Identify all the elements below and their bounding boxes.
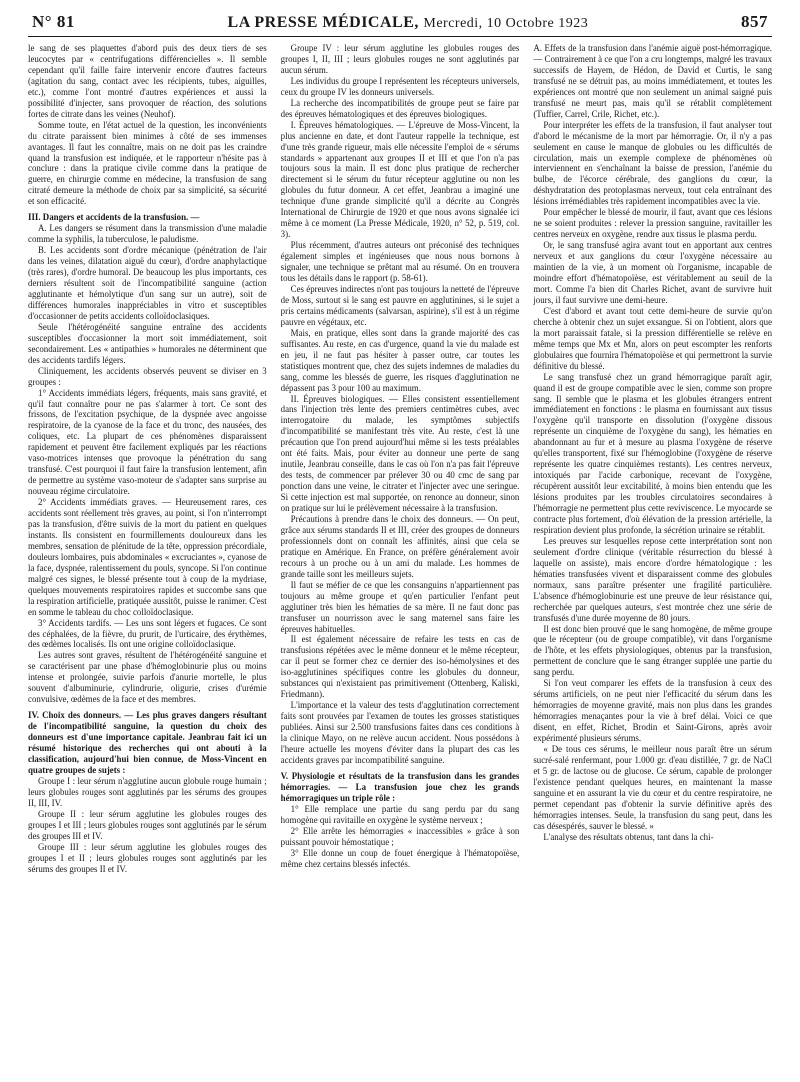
column-right <box>533 43 772 1073</box>
issue-number: N° 81 <box>32 12 75 31</box>
paragraph: Il est donc bien prouvé que le sang homogène, de même groupe que le récepteur (ou de groupe compatible), vit dans l'organisme de l'hôte, et les effets physiologiques, obtenus par la transfusion, permettent de conclure que le sang étranger supplée une partie du sang perdu. <box>533 623 773 678</box>
paragraph: La recherche des incompatibilités de groupe peut se faire par des épreuves hématologiques et des épreuves biologiques. <box>280 97 520 119</box>
paragraph: Groupe III : leur sérum agglutine les globules rouges des groupes I et II ; leurs globules rouges sont agglutinés par les sérums des groupes II et IV. <box>28 841 267 874</box>
column-left <box>28 43 267 1073</box>
paragraph: 3° Elle donne un coup de fouet énergique à l'hématopoïèse, même chez certains blessés infectés. <box>280 847 520 869</box>
column-middle <box>281 43 520 1073</box>
paragraph: Il faut se méfier de ce que les consanguins n'appartiennent pas toujours au même groupe et qu'en particulier l'enfant peut agglutiner très bien les hématies de sa mère. Il ne faut donc pas transfuser un nourrisson avec le sang maternel sans faire les épreuves habituelles. <box>280 579 520 634</box>
paragraph: II. Épreuves biologiques. — Elles consistent essentiellement dans l'injection très lente des premiers centimètres cubes, avec interrogatoire du malade, les symptômes subjectifs d'incompatibilité se manifestant très vite. Au reste, c'est là une précaution que l'on prend aujourd'hui même si les tests préalables ont été faits. Mais, pour éviter au donneur une perte de sang inutile, Jeanbrau conseille, dans le cas où l'on n'a pas fait l'épreuve des tests, de commencer par prélever 30 ou 40 cmc de sang par ponction dans une veine, le citrater et l'injecter avec une seringue. Si cette injection est mal supportée, on renonce au donneur, sinon on pratique sur lui le prélèvement nécessaire à la transfusion. <box>280 393 520 514</box>
paragraph: Somme toute, en l'état actuel de la question, les inconvénients du citrate paraissent bien minimes à côté de ses immenses avantages. Il faut les connaître, mais on ne doit pas les craindre quand la transfusion est indiquée, et le rapporteur n'hésite pas à conclure : dans la pratique civile comme dans la pratique de guerre, en chirurgie comme en médecine, la transfusion de sang citraté demeure la méthode de choix par sa simplicité, sa sécurité et son efficacité. <box>28 119 267 207</box>
paragraph: Or, le sang transfusé agira avant tout en apportant aux centres nerveux et aux ganglions du cœur l'oxygène nécessaire au maintien de la vie, à un moment où l'organisme, incapable de moindre effort d'hématopoïèse, est véritablement au seuil de la mort. Comme l'a bien dit Charles Richet, avant de survivre huit jours, il faut survivre une demi-heure. <box>533 240 773 305</box>
paragraph: IV. Choix des donneurs. — Les plus graves dangers résultant de l'incompatibilité sanguine, la question du choix des donneurs est d'une importance capitale. Jeanbrau fait ici un résumé historique des recherches qui ont abouti à la classification, aujourd'hui bien connue, de Moss-Vincent en quatre groupes de sujets : <box>28 710 267 775</box>
paragraph: le sang de ses plaquettes d'abord puis des deux tiers de ses leucocytes par « centrifugations différencielles ». Il semble cependant qu'il faille faire intervenir encore d'autres facteurs (agitation du sang, contact avec les récipients, tubes, aiguilles, etc.), comme l'ont montré d'autres expériences et aussi la possibilité d'injecter, sans provoquer de réaction, des solutions fortes de citrate dans les veines (Neuhof). <box>28 43 267 119</box>
paragraph: Précautions à prendre dans le choix des donneurs. — On peut, grâce aux sérums standards II et III, créer des groupes de donneurs professionnels dont on connaît les affinités, ainsi que cela se pratique en Amérique. En France, on préfère généralement avoir recours à un proche ou à un ami du malade. Les hommes de grande taille sont les meilleurs sujets. <box>280 513 520 579</box>
paragraph: 2° Accidents immédiats graves. — Heureusement rares, ces accidents sont réellement très graves, au point, si l'on n'interrompt pas la transfusion, d'être suivis de la mort du patient en quelques instants. Ils consistent en fourmillements douloureux dans les membres, sensation de plénitude de la tête, oppression précordiale, douleurs lombaires, puis abdominales « excruciantes », cyanose de la face, dyspnée, ralentissement du pouls, syncope. Si l'on continue malgré ces signes, le blessé présente tout à coup de la mydriase, quelques mouvements respiratoires rapides et succombe sans que la respiration artificielle, pratiquée aussitôt, puisse le ranimer. C'est en somme le tableau du choc colloïdoclasique. <box>28 497 267 617</box>
paragraph: Pour interpréter les effets de la transfusion, il faut analyser tout d'abord le mécanisme de la mort par hémorragie. Or, il n'y a pas seulement en cause le manque de globules ou les difficultés de circulation, mais un exemple complexe de phénomènes où interviennent en s'enchaînant la baisse de pression, l'anémie du bulbe, de l'écorce cérébrale, des ganglions du cœur, la déshydratation des protoplasmas nerveux, tout cela entraînant des lésions irrémédiables très rapidement incompatibles avec la vie. <box>533 119 773 207</box>
paragraph: Seule l'hétérogénéité sanguine entraîne des accidents susceptibles d'occasionner la mort soit immédiatement, soit secondairement. Les « antipathies » humorales ne déterminent que des accidents tardifs légers. <box>28 321 267 365</box>
paragraph: Plus récemment, d'autres auteurs ont préconisé des techniques également simples et ingénieuses que nous nous bornons à signaler, une technique se prêtant mal au résumé. On en trouvera tous les détails dans le rapport (p. 58-61). <box>280 240 520 284</box>
paragraph: I. Épreuves hématologiques. — L'épreuve de Moss-Vincent, la plus ancienne en date, et dont l'auteur rappelle la technique, est d'une très grande rigueur, mais elle nécessite l'emploi de « sérums standards » appartenant aux groupes II et III et que l'on n'a pas toujours sous la main. Il est donc plus pratique de rechercher directement si le sérum du futur récepteur agglutine ou non les globules du futur donneur. A cet effet, Jeanbrau a imaginé une technique d'une grande simplicité qu'il a décrite au Congrès International de Chirurgie de 1920 et que nous avons signalée ici même à ce moment (La Presse Médicale, 1920, n° 52, p. 519, col. 3). <box>280 119 520 240</box>
issue-date: Mercredi, 10 Octobre 1923 <box>423 16 589 31</box>
paragraph: Ces épreuves indirectes n'ont pas toujours la netteté de l'épreuve de Moss, surtout si le sang est pauvre en agglutinines, si le sujet a pris certains médicaments (salvarsan, aspirine), s'il est à un régime pauvre en végétaux, etc. <box>280 283 520 327</box>
paragraph: Les autres sont graves, résultent de l'hétérogénéité sanguine et se caractérisent par une phase d'hémoglobinurie plus ou moins intense et prolongée, suivie parfois d'anurie mortelle, le plus souvent d'albuminurie, cylindrurie, oligurie, crises d'urémie convulsive, œdèmes de la face et des membres. <box>28 650 267 705</box>
paragraph: Si l'on veut comparer les effets de la transfusion à ceux des sérums artificiels, on ne peut nier l'efficacité du sérum dans les hémorragies de moyenne gravité, mais non plus dans les grandes hémorragies menaçantes pour la vie à bref délai. Voici ce que disent, en effet, Richet, Brodin et Saint-Girons, après avoir expérimenté plusieurs sérums. <box>533 678 773 744</box>
paragraph: Groupe I : leur sérum n'agglutine aucun globule rouge humain ; leurs globules rouges sont agglutinés par les sérums des groupes II, III, IV. <box>28 775 267 808</box>
paragraph: 3° Accidents tardifs. — Les uns sont légers et fugaces. Ce sont des céphalées, de la fièvre, du prurit, de l'urticaire, des érythèmes, des œdèmes localisés. Ils ont une origine colloïdoclasique. <box>28 617 267 650</box>
paragraph: B. Les accidents sont d'ordre mécanique (pénétration de l'air dans les veines, dilatation aiguë du cœur), d'ordre anaphylactique (très rares), d'ordre humoral. De beaucoup les plus importants, ces derniers résultent soit de l'incompatibilité sanguine (action agglutinante et hémolytique d'un sang sur un autre), soit de différences humorales inappréciables in vitro et susceptibles d'occasionner de petits accidents colloïdoclasiques. <box>28 245 267 321</box>
journal-name: LA PRESSE MÉDICALE, <box>227 14 419 31</box>
paragraph: « De tous ces sérums, le meilleur nous paraît être un sérum sucré-salé renfermant, pour 1.000 gr. d'eau distillée, 7 gr. de NaCl et 5 gr. de lactose ou de glucose. Ce sérum, capable de prolonger l'existence pendant quelques heures, en maintenant la masse sanguine et en assurant la vie du cœur et du centre respiratoire, ne permet cependant pas d'obtenir la survie définitive après des hémorragies intenses. Seule, la transfusion du sang peut, dans les cas désespérés, sauver le blessé. » <box>533 744 773 831</box>
paragraph: Cliniquement, les accidents observés peuvent se diviser en 3 groupes : <box>28 365 267 387</box>
paragraph: L'importance et la valeur des tests d'agglutination correctement faits sont prouvées par l'examen de toutes les grosses statistiques publiées. Ainsi sur 2.500 transfusions faites dans ces conditions à la clinique Mayo, on ne relève aucun accident. Nous possédons à l'heure actuelle les moyens d'éviter dans la plupart des cas les accidents graves par incompatibilité sanguine. <box>280 700 520 765</box>
paragraph: Mais, en pratique, elles sont dans la grande majorité des cas suffisantes. Au reste, en cas d'urgence, quand la vie du malade est en jeu, il ne faut pas hésiter à passer outre, car toutes les statistiques montrent que, chez des sujets indemnes de maladies du sang, comme les blessés de guerre, les risques d'agglutination ne dépassent pas 3 pour 100 au maximum. <box>280 327 520 393</box>
page-number: 857 <box>741 12 768 31</box>
paragraph: C'est d'abord et avant tout cette demi-heure de survie qu'on cherche à obtenir chez un sujet exsangue. Si on l'obtient, alors que la mort paraissait fatale, si la pression différentielle se relève en même temps que Mx et Mn, alors on peut escompter les renforts globulaires que fournira l'hématopoïèse et qui permettront la survie définitive du blessé. <box>533 305 773 371</box>
paragraph: Pour empêcher le blessé de mourir, il faut, avant que ces lésions ne se soient produites : relever la pression sanguine, ravitailler les centres nerveux en oxygène, rendre aux tissus le plasma perdu. <box>533 207 773 240</box>
paragraph: Il est également nécessaire de refaire les tests en cas de transfusions répétées avec le même donneur et le même récepteur, car il peut se former chez ce dernier des iso-hémolysines et des iso-agglutinines spécifiques contre les globules du donneur, substances qui n'existaient pas primitivement (Ottenberg, Kaliski, Friedmann). <box>280 634 520 700</box>
paragraph: Les preuves sur lesquelles repose cette interprétation sont non seulement d'ordre clinique (véritable résurrection du blessé à laquelle on assiste), mais encore d'ordre hématologique : les hématies transfusées vivent et disparaissent comme des globules normaux, sans paraître présenter une fragilité particulière. L'absence d'hémoglobinurie est une preuve de leur résistance qui, recherchée par quelques auteurs, s'est montrée chez une série de transfusés d'une durée moyenne de 80 jours. <box>533 535 773 623</box>
paragraph: V. Physiologie et résultats de la transfusion dans les grandes hémorragies. — La transfusion joue chez les grands hémorragiques un triple rôle : <box>280 770 520 803</box>
paragraph: 1° Elle remplace une partie du sang perdu par du sang homogène qui ravitaille en oxygène le système nerveux ; <box>280 803 520 825</box>
text-columns <box>28 43 772 1073</box>
paragraph: Groupe II : leur sérum agglutine les globules rouges des groupes I et III ; leurs globules rouges sont agglutinés par le sérum des groupes III et IV. <box>28 808 267 841</box>
paragraph: A. Les dangers se résument dans la transmission d'une maladie comme la syphilis, la tuberculose, le paludisme. <box>28 223 267 245</box>
journal-title <box>228 14 589 32</box>
paragraph: A. Effets de la transfusion dans l'anémie aiguë post-hémorragique. — Contrairement à ce que l'on a cru longtemps, malgré les travaux successifs de Hayem, de Hédon, de David et Curtis, le sang transfusé ne se détruit pas, au moins immédiatement, et toutes les expériences ont montré que non seulement un animal saigné puis transfusé ne meurt pas, mais qu'il se rétablit complètement (Tuffier, Carrel, Crile, Richet, etc.). <box>533 43 773 119</box>
paragraph: III. Dangers et accidents de la transfusion. — <box>28 212 200 223</box>
running-header <box>28 12 772 37</box>
paragraph: 1° Accidents immédiats légers, fréquents, mais sans gravité, et qu'il faut connaître pour ne pas s'alarmer à tort. Ce sont des frissons, de l'excitation psychique, de la dyspnée avec angoisse respiratoire, de la cyanose de la face et du tronc, des nausées, des coliques, etc. La plupart de ces phénomènes disparaissent rapidement et peuvent être facilement expliqués par les réactions vaso-motrices intenses que provoque la pénétration du sang transfusé. C'est pourquoi il faut faire la transfusion lentement, afin de permettre au système vaso-moteur de s'adapter sans surprise au nouveau régime circulatoire. <box>28 387 267 497</box>
paragraph: 2° Elle arrête les hémorragies « inaccessibles » grâce à son puissant pouvoir hémostatique ; <box>280 825 520 847</box>
paragraph: Les individus du groupe I représentent les récepteurs universels, ceux du groupe IV les donneurs universels. <box>280 75 520 97</box>
paragraph: L'analyse des résultats obtenus, tant dans la chi- <box>543 831 714 842</box>
paragraph: Le sang transfusé chez un grand hémorragique paraît agir, quand il est de groupe compatible avec le sien, comme son propre sang. Il semble que le plasma et les globules étrangers entrent immédiatement en fonctions : le plasma en fournissant aux tissus l'oxygène qu'il transporte en dissolution (l'oxygène dissous représente un cinquième de l'oxygène du sang), les hématies en abandonnant au fur et à mesure au plasma l'oxygène de réserve qu'elles transportent, fixé sur l'hémoglobine (l'oxygène de réserve représente les quatre cinquièmes restants). Les centres nerveux, intoxiqués par l'acide carbonique, recevant de l'oxygène, récupèrent aussitôt leur excitabilité, à moins bien entendu que les lésions produites par les troubles circulatoires secondaires à l'hémorragie ne permettent plus cette reviviscence. Le myocarde se contracte plus fortement, d'où élévation de la pression artérielle, la respiration devient plus profonde, la sécrétion urinaire se rétablit. <box>533 371 773 535</box>
paragraph: Groupe IV : leur sérum agglutine les globules rouges des groupes I, II, III ; leurs globules rouges ne sont agglutinés par aucun sérum. <box>280 43 520 75</box>
